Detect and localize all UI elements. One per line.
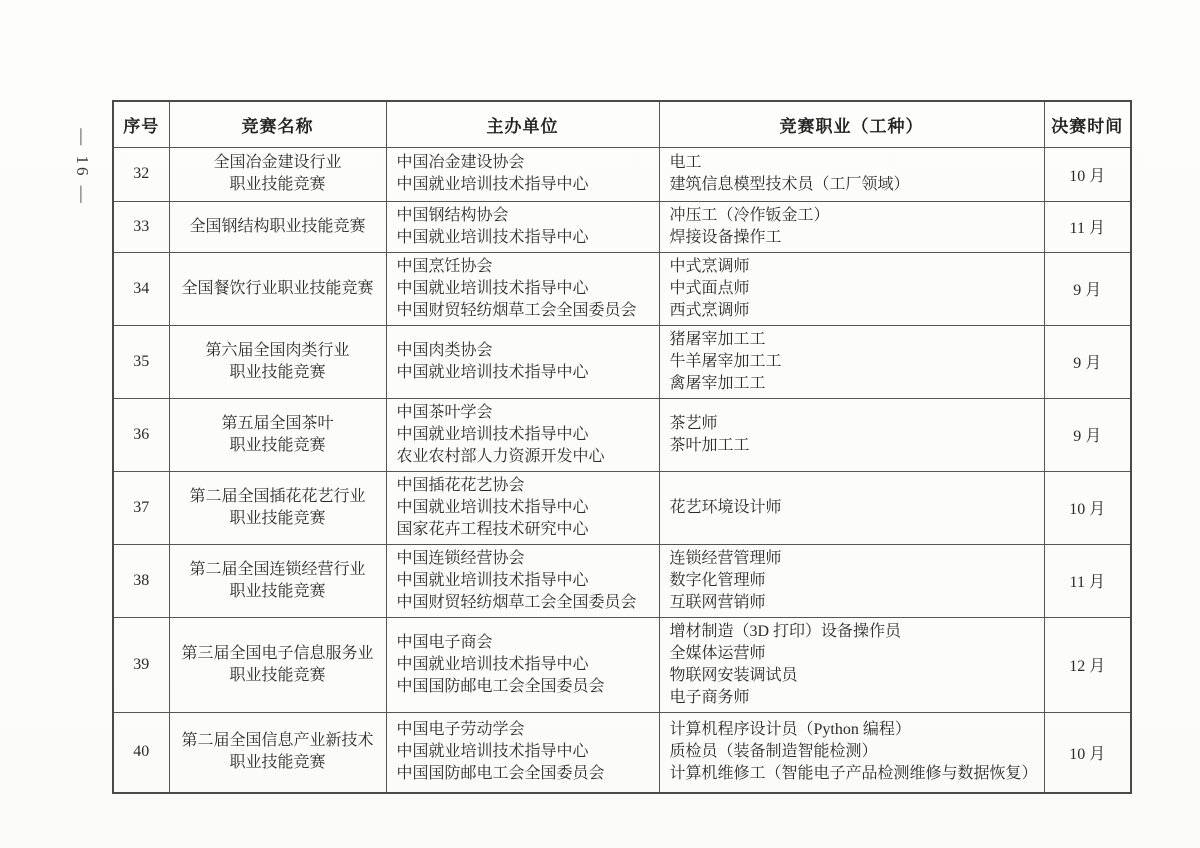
organizers-cell <box>386 325 659 398</box>
occupations-cell <box>659 147 1044 201</box>
cell-line: 中国就业培训技术指导中心 <box>396 498 589 516</box>
cell-line: 中国财贸轻纺烟草工会全国委员会 <box>396 593 637 611</box>
cell-line: 中国就业培训技术指导中心 <box>396 571 589 589</box>
cell-line: 西式烹调师 <box>669 301 750 319</box>
table-row <box>113 325 1131 398</box>
occupations-cell <box>659 252 1044 325</box>
competition-name-cell <box>169 147 386 201</box>
competitions-table <box>112 100 1132 794</box>
page-number <box>60 98 104 236</box>
cell-line: 中国茶叶学会 <box>396 403 493 421</box>
cell-line: 中国就业培训技术指导中心 <box>396 176 589 193</box>
cell-line: 职业技能竞赛 <box>229 363 326 381</box>
cell-line: 中国就业培训技术指导中心 <box>396 228 589 246</box>
competition-name-cell <box>169 712 386 793</box>
cell-line: 职业技能竞赛 <box>229 176 326 193</box>
organizers-cell <box>386 544 659 617</box>
organizers-cell <box>386 712 659 793</box>
cell-line: 花艺环境设计师 <box>669 498 782 516</box>
cell-line: 计算机维修工（智能电子产品检测维修与数据恢复） <box>669 765 1038 783</box>
cell-line: 第六届全国肉类行业 <box>205 341 350 359</box>
cell-line: 中国插花花艺协会 <box>396 476 525 494</box>
cell-line: 中国钢结构协会 <box>396 206 509 224</box>
final-time-cell: 10 月 <box>1044 712 1131 793</box>
occupations-cell <box>659 712 1044 793</box>
competition-name-cell <box>169 201 386 252</box>
final-time-cell: 9 月 <box>1044 398 1131 471</box>
cell-line: 茶艺师 <box>669 414 718 432</box>
table-row <box>113 398 1131 471</box>
cell-line: 职业技能竞赛 <box>229 666 326 684</box>
organizers-cell <box>386 252 659 325</box>
cell-line: 质检员（装备制造智能检测） <box>669 743 878 761</box>
cell-line: 数字化管理师 <box>669 571 766 589</box>
cell-line: 中国就业培训技术指导中心 <box>396 363 589 381</box>
cell-line: 连锁经营管理师 <box>669 549 782 567</box>
final-time-cell: 10 月 <box>1044 147 1131 201</box>
table-row <box>113 147 1131 201</box>
cell-line: 中国国防邮电工会全国委员会 <box>396 765 605 783</box>
cell-line: 中国电子商会 <box>396 633 493 651</box>
cell-line: 中国连锁经营协会 <box>396 549 525 567</box>
column-header-0: 序号 <box>113 101 169 147</box>
row-number-cell: 39 <box>113 617 169 712</box>
final-time-cell: 12 月 <box>1044 617 1131 712</box>
cell-line: 第二届全国信息产业新技术 <box>181 732 374 750</box>
row-number-cell: 36 <box>113 398 169 471</box>
occupations-cell <box>659 471 1044 544</box>
cell-line: 第二届全国连锁经营行业 <box>189 560 366 578</box>
cell-line: 中国烹饪协会 <box>396 257 493 275</box>
competition-name-cell <box>169 617 386 712</box>
table-header <box>113 101 1131 147</box>
occupations-cell <box>659 617 1044 712</box>
final-time-cell: 10 月 <box>1044 471 1131 544</box>
cell-line: 职业技能竞赛 <box>229 754 326 772</box>
cell-line: 国家花卉工程技术研究中心 <box>396 520 589 538</box>
cell-line: 中国财贸轻纺烟草工会全国委员会 <box>396 301 637 319</box>
competition-name-cell <box>169 252 386 325</box>
cell-line: 建筑信息模型技术员（工厂领域） <box>669 176 910 193</box>
row-number-cell: 38 <box>113 544 169 617</box>
table-row <box>113 617 1131 712</box>
row-number-cell: 32 <box>113 147 169 201</box>
final-time-cell: 9 月 <box>1044 325 1131 398</box>
table-row <box>113 471 1131 544</box>
page-number-text: — 16 — <box>73 128 92 206</box>
cell-line: 中式面点师 <box>669 279 750 297</box>
cell-line: 牛羊屠宰加工工 <box>669 352 782 370</box>
cell-line: 禽屠宰加工工 <box>669 374 766 392</box>
table-row <box>113 252 1131 325</box>
cell-line: 第三届全国电子信息服务业 <box>181 644 374 662</box>
cell-line: 中国就业培训技术指导中心 <box>396 655 589 673</box>
occupations-cell <box>659 201 1044 252</box>
occupations-cell <box>659 325 1044 398</box>
cell-line: 电工 <box>669 154 702 171</box>
cell-line: 职业技能竞赛 <box>229 582 326 600</box>
column-header-2: 主办单位 <box>386 101 659 147</box>
column-header-1: 竞赛名称 <box>169 101 386 147</box>
cell-line: 中国国防邮电工会全国委员会 <box>396 677 605 695</box>
column-header-4: 决赛时间 <box>1044 101 1131 147</box>
header-row <box>113 101 1131 147</box>
final-time-cell: 11 月 <box>1044 544 1131 617</box>
cell-line: 农业农村部人力资源开发中心 <box>396 447 605 465</box>
cell-line: 第五届全国茶叶 <box>221 414 334 432</box>
cell-line: 全国钢结构职业技能竞赛 <box>189 217 366 235</box>
table-row <box>113 201 1131 252</box>
organizers-cell <box>386 471 659 544</box>
cell-line: 互联网营销师 <box>669 593 766 611</box>
row-number-cell: 34 <box>113 252 169 325</box>
competition-name-cell <box>169 471 386 544</box>
competition-name-cell <box>169 544 386 617</box>
cell-line: 中国电子劳动学会 <box>396 721 525 739</box>
cell-line: 中式烹调师 <box>669 257 750 275</box>
occupations-cell <box>659 398 1044 471</box>
organizers-cell <box>386 201 659 252</box>
cell-line: 中国就业培训技术指导中心 <box>396 279 589 297</box>
table-body <box>113 147 1131 793</box>
cell-line: 猪屠宰加工工 <box>669 330 766 348</box>
row-number-cell: 33 <box>113 201 169 252</box>
cell-line: 中国就业培训技术指导中心 <box>396 425 589 443</box>
organizers-cell <box>386 398 659 471</box>
competition-name-cell <box>169 398 386 471</box>
final-time-cell: 11 月 <box>1044 201 1131 252</box>
cell-line: 全媒体运营师 <box>669 644 766 662</box>
row-number-cell: 37 <box>113 471 169 544</box>
cell-line: 中国肉类协会 <box>396 341 493 359</box>
organizers-cell <box>386 617 659 712</box>
cell-line: 物联网安装调试员 <box>669 666 798 684</box>
cell-line: 第二届全国插花花艺行业 <box>189 487 366 505</box>
cell-line: 职业技能竞赛 <box>229 509 326 527</box>
competition-name-cell <box>169 325 386 398</box>
organizers-cell <box>386 147 659 201</box>
cell-line: 增材制造（3D 打印）设备操作员 <box>669 622 902 640</box>
table-row <box>113 544 1131 617</box>
occupations-cell <box>659 544 1044 617</box>
row-number-cell: 40 <box>113 712 169 793</box>
cell-line: 中国就业培训技术指导中心 <box>396 743 589 761</box>
final-time-cell: 9 月 <box>1044 252 1131 325</box>
cell-line: 焊接设备操作工 <box>669 228 782 246</box>
cell-line: 全国冶金建设行业 <box>213 154 342 171</box>
cell-line: 全国餐饮行业职业技能竞赛 <box>181 279 374 297</box>
column-header-3: 竞赛职业（工种） <box>659 101 1044 147</box>
cell-line: 职业技能竞赛 <box>229 436 326 454</box>
cell-line: 冲压工（冷作钣金工） <box>669 206 830 224</box>
cell-line: 计算机程序设计员（Python 编程） <box>669 721 911 739</box>
table-row <box>113 712 1131 793</box>
cell-line: 电子商务师 <box>669 688 750 706</box>
cell-line: 中国冶金建设协会 <box>396 154 525 171</box>
cell-line: 茶叶加工工 <box>669 436 750 454</box>
row-number-cell: 35 <box>113 325 169 398</box>
